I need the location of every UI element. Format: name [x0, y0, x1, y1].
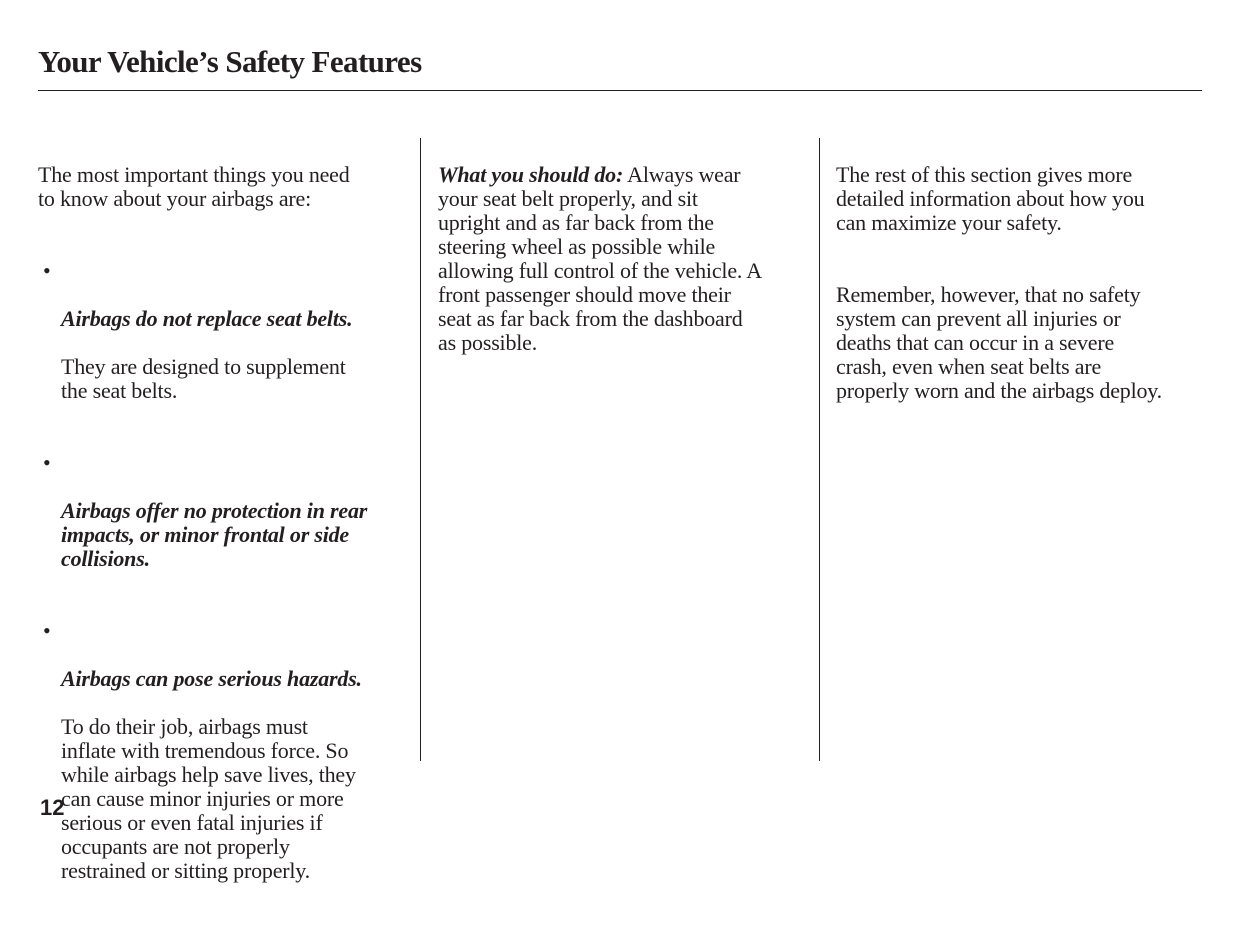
- bullet-icon: •: [43, 258, 51, 283]
- what-to-do-lead: What you should do:: [438, 162, 624, 187]
- column-2: [438, 139, 813, 403]
- bullet-item: [38, 259, 413, 403]
- column-divider: [420, 138, 421, 761]
- bullet-heading: Airbags do not replace seat belts.: [61, 306, 353, 331]
- column-3: [836, 139, 1236, 451]
- bullet-item: [38, 619, 413, 883]
- page-number: 12: [40, 795, 65, 820]
- bullet-icon: •: [43, 618, 51, 643]
- page-title: Your Vehicle’s Safety Features: [38, 44, 422, 79]
- what-to-do-text: Always wear your seat belt properly, and sit upright and as far back from the steering wheel as possible while allowing full control of the vehicle. A front passenger should move their seat as far back from the dashboard as possible.: [438, 162, 762, 355]
- bullet-text: To do their job, airbags must inflate with tremendous force. So while airbags help save lives, they can cause minor injuries or more serious or even fatal injuries if occupants are not properly restrained or sitting properly.: [61, 714, 356, 883]
- bullet-heading: Airbags can pose serious hazards.: [61, 666, 362, 691]
- bullet-heading: Airbags offer no protection in rear impacts, or minor frontal or side collisions.: [61, 498, 368, 571]
- header-rule: [38, 90, 1202, 91]
- bullet-text: They are designed to supplement the seat belts.: [61, 354, 346, 403]
- paragraph: Remember, however, that no safety system can prevent all injuries or deaths that can occur in a severe crash, even when seat belts are properly worn and the airbags deploy.: [836, 282, 1162, 403]
- bullet-item: [38, 451, 413, 571]
- intro-paragraph: The most important things you need to know about your airbags are:: [38, 162, 350, 211]
- bullet-icon: •: [43, 450, 51, 475]
- what-to-do-paragraph: [438, 163, 813, 355]
- column-1: [38, 139, 413, 931]
- column-divider: [819, 138, 820, 761]
- paragraph: The rest of this section gives more detailed information about how you can maximize your safety.: [836, 162, 1145, 235]
